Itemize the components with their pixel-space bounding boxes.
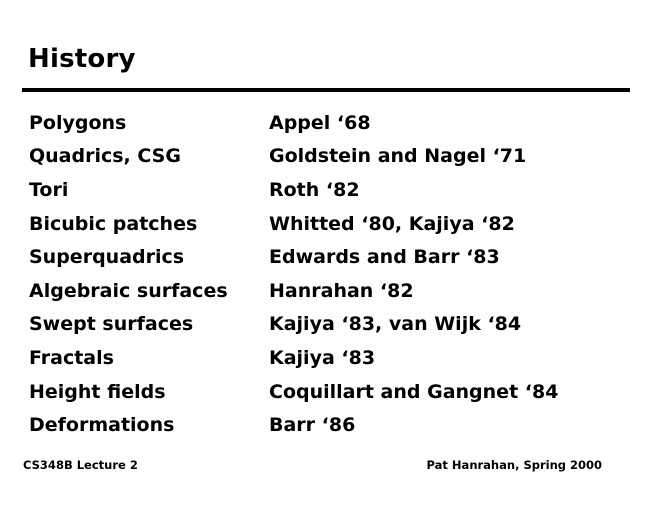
history-row [29, 240, 558, 274]
footer-course: CS348B Lecture 2 [23, 458, 138, 472]
row-topic: Tori [29, 178, 69, 201]
row-reference: Hanrahan ‘82 [269, 279, 414, 302]
row-topic: Polygons [29, 111, 127, 134]
row-topic: Superquadrics [29, 246, 185, 269]
history-row [29, 140, 558, 174]
history-row [29, 173, 558, 207]
row-topic: Quadrics, CSG [29, 145, 181, 168]
row-topic: Height fields [29, 380, 166, 403]
history-list [29, 106, 558, 442]
title-divider [22, 88, 630, 92]
slide-title: History [28, 44, 136, 74]
row-reference: Whitted ‘80, Kajiya ‘82 [269, 212, 515, 235]
history-row [29, 106, 558, 140]
row-reference: Roth ‘82 [269, 178, 360, 201]
row-reference: Coquillart and Gangnet ‘84 [269, 380, 559, 403]
history-row [29, 308, 558, 342]
row-reference: Appel ‘68 [269, 111, 371, 134]
row-topic: Fractals [29, 346, 114, 369]
row-reference: Kajiya ‘83, van Wijk ‘84 [269, 313, 522, 336]
row-topic: Deformations [29, 414, 175, 437]
row-reference: Barr ‘86 [269, 414, 356, 437]
row-reference: Goldstein and Nagel ‘71 [269, 145, 527, 168]
row-reference: Edwards and Barr ‘83 [269, 246, 500, 269]
row-topic: Bicubic patches [29, 212, 198, 235]
history-row [29, 375, 558, 409]
history-row [29, 341, 558, 375]
row-topic: Algebraic surfaces [29, 279, 228, 302]
footer-author: Pat Hanrahan, Spring 2000 [426, 458, 602, 472]
row-reference: Kajiya ‘83 [269, 346, 376, 369]
history-row [29, 207, 558, 241]
row-topic: Swept surfaces [29, 313, 194, 336]
history-row [29, 408, 558, 442]
history-row [29, 274, 558, 308]
